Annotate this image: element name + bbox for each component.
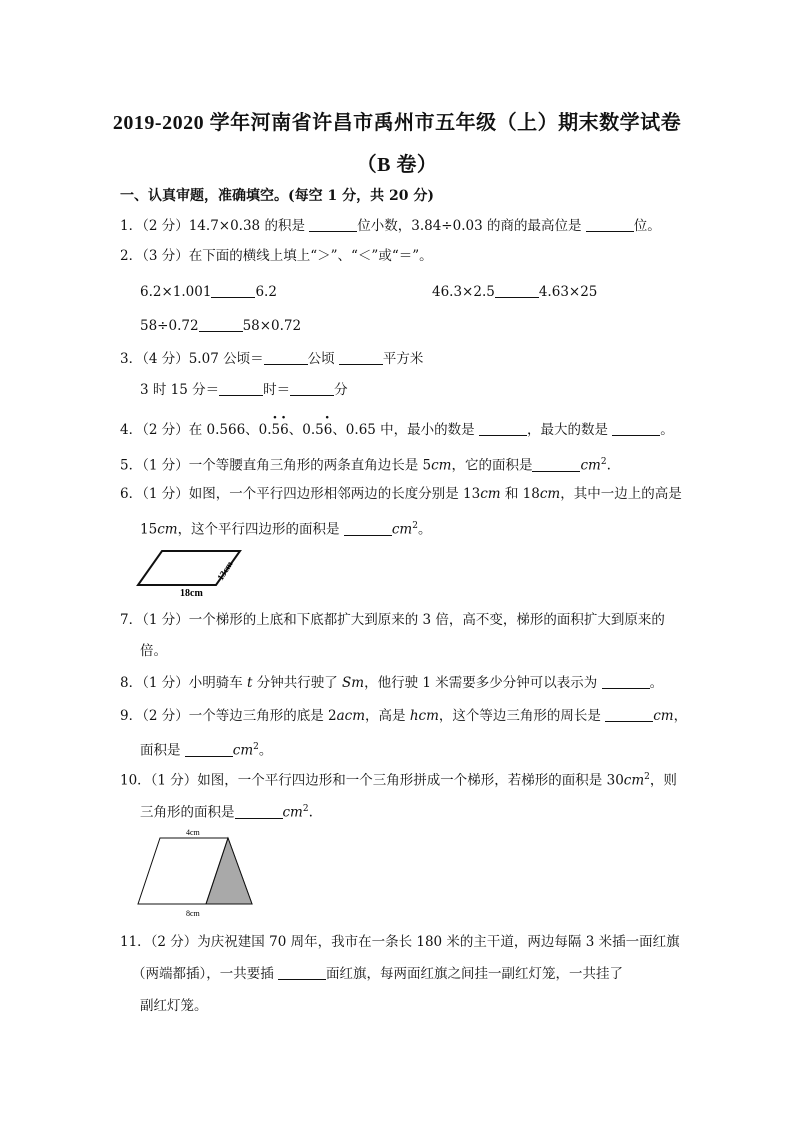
answer-blank[interactable] <box>219 381 263 396</box>
answer-blank[interactable] <box>612 421 660 436</box>
question-9-line2: 面积是 $cm^2$。 <box>140 742 273 759</box>
question-10-line2: 三角形的面积是 $cm^2$. <box>140 804 313 821</box>
answer-blank[interactable] <box>211 283 255 298</box>
repeating-digit: · 6 <box>324 420 333 440</box>
exam-title: 2019-2020 学年河南省许昌市禹州市五年级（上）期末数学试卷 <box>112 112 682 134</box>
fig-label-bottom: 18cm <box>180 588 203 599</box>
fig-label-top: 4cm <box>186 828 200 837</box>
question-3-line2: 3 时 15 分＝ 时＝ 分 <box>140 382 348 398</box>
answer-blank[interactable] <box>532 457 580 472</box>
comparison-1: 6.2×1.001 6.2 <box>140 284 277 300</box>
question-7-line2: 倍。 <box>140 643 167 659</box>
answer-blank[interactable] <box>278 965 326 980</box>
answer-blank[interactable] <box>264 350 308 365</box>
fig-label-bottom: 8cm <box>186 909 200 918</box>
answer-blank[interactable] <box>185 742 233 757</box>
trapezoid-figure <box>136 826 256 920</box>
answer-blank[interactable] <box>339 350 383 365</box>
repeating-digit: · 5 <box>272 420 281 440</box>
answer-blank[interactable] <box>309 217 357 232</box>
repeating-digit: · 6 <box>280 420 289 440</box>
comparison-3: 58÷0.72 58×0.72 <box>140 318 302 334</box>
question-7: 7．（1 分）一个梯形的上底和下底都扩大到原来的 3 倍，高不变，梯形的面积扩大到原来的 <box>120 612 665 628</box>
question-4: 4．（2 分）在 0.566、0.· 5· 6、0.5· 6、0.65 中，最小的数是 ，最大的数是 。 <box>120 420 674 440</box>
answer-blank[interactable] <box>602 674 650 689</box>
question-11: 11．（2 分）为庆祝建国 70 周年，我市在一条长 180 米的主干道，两边每隔 3 米插一面红旗 <box>120 934 680 950</box>
answer-blank[interactable] <box>344 521 392 536</box>
question-8: 8．（1 分）小明骑车 t 分钟共行驶了 Sm，他行驶 1 米需要多少分钟可以表示为 。 <box>120 675 664 691</box>
question-11-line2: （两端都插），一共要插 面红旗，每两面红旗之间挂一副红灯笼，一共挂了 <box>132 966 624 982</box>
answer-blank[interactable] <box>199 317 243 332</box>
question-2: 2．（3 分）在下面的横线上填上“＞”、“＜”或“＝”。 <box>120 248 433 264</box>
comparison-2: 46.3×2.5 4.63×25 <box>432 284 598 300</box>
answer-blank[interactable] <box>495 283 539 298</box>
question-5: 5．（1 分）一个等腰直角三角形的两条直角边长是 5cm，它的面积是 $cm^2$. <box>120 457 611 474</box>
answer-blank[interactable] <box>586 217 634 232</box>
section-heading: 一、认真审题，准确填空。(每空 1 分，共 20 分) <box>120 188 434 204</box>
question-9: 9．（2 分）一个等边三角形的底是 2acm，高是 hcm，这个等边三角形的周长是 cm， <box>120 708 688 724</box>
answer-blank[interactable] <box>290 381 334 396</box>
triangle-shape <box>206 838 252 904</box>
answer-blank[interactable] <box>479 421 527 436</box>
exam-subtitle: （B 卷） <box>356 154 438 176</box>
question-3: 3．（4 分）5.07 公顷＝ 公顷 平方米 <box>120 351 424 367</box>
question-11-line3: 副红灯笼。 <box>140 998 208 1014</box>
parallelogram-figure <box>136 545 248 601</box>
question-1: 1．（2 分）14.7×0.38 的积是 位小数，3.84÷0.03 的商的最高位是 位。 <box>120 218 661 234</box>
answer-blank[interactable] <box>605 707 653 722</box>
question-6-line2: 15cm，这个平行四边形的面积是 $cm^2$。 <box>140 521 432 538</box>
fig-label-side: 13cm <box>215 559 235 583</box>
question-10: 10．（1 分）如图，一个平行四边形和一个三角形拼成一个梯形，若梯形的面积是 $30cm^2$，则 <box>120 772 677 789</box>
answer-blank[interactable] <box>235 804 283 819</box>
question-6: 6．（1 分）如图，一个平行四边形相邻两边的长度分别是 13cm 和 18cm，其中一边上的高是 <box>120 486 682 502</box>
